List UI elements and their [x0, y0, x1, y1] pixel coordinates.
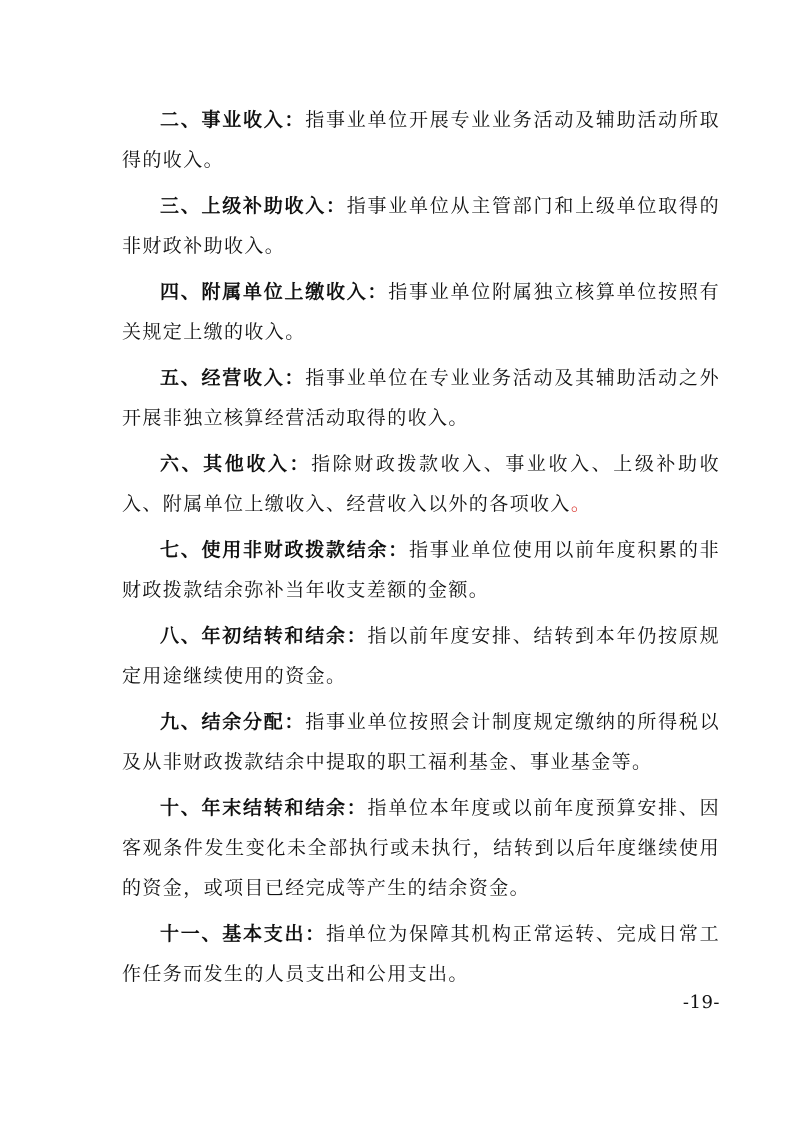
- page-number: -19-: [682, 992, 720, 1013]
- term-definition: 指事业单位开展专业业务活动及辅助活动所取得的收入。: [122, 109, 720, 171]
- paragraph-surplus-distribution: [122, 702, 720, 782]
- paragraph-business-income: [122, 100, 720, 180]
- paragraph-closing-carryover: [122, 788, 720, 908]
- term-label: 三、上级补助收入：: [160, 195, 347, 217]
- term-label: 七、使用非财政拨款结余：: [160, 539, 410, 561]
- term-definition: 指事业单位从主管部门和上级单位取得的非财政补助收入。: [122, 195, 720, 257]
- paragraph-affiliate-remittance-income: [122, 272, 720, 352]
- term-label: 九、结余分配：: [160, 711, 306, 733]
- term-definition: 指单位本年度或以前年度预算安排、因客观条件发生变化未全部执行或未执行，结转到以后年度继续使用的资金，或项目已经完成等产生的结余资金。: [122, 797, 720, 899]
- paragraph-opening-carryover: [122, 616, 720, 696]
- term-label: 六、其他收入：: [160, 453, 312, 475]
- term-definition: 指事业单位在专业业务活动及其辅助活动之外开展非独立核算经营活动取得的收入。: [122, 367, 720, 429]
- term-definition: 指单位为保障其机构正常运转、完成日常工作任务而发生的人员支出和公用支出。: [122, 923, 720, 985]
- term-definition: 指事业单位按照会计制度规定缴纳的所得税以及从非财政拨款结余中提取的职工福利基金、事业基金等。: [122, 711, 720, 773]
- paragraph-basic-expenditure: [122, 914, 720, 994]
- term-label: 八、年初结转和结余：: [160, 625, 368, 647]
- term-label: 二、事业收入：: [160, 109, 306, 131]
- term-label: 五、经营收入：: [160, 367, 306, 389]
- paragraph-non-fiscal-surplus-use: [122, 530, 720, 610]
- term-definition: 指事业单位附属独立核算单位按照有关规定上缴的收入。: [122, 281, 720, 343]
- paragraph-superior-subsidy-income: [122, 186, 720, 266]
- document-body: [122, 100, 720, 1000]
- paragraph-other-income: [122, 444, 720, 524]
- term-label: 十一、基本支出：: [160, 923, 327, 945]
- term-label: 四、附属单位上缴收入：: [160, 281, 389, 303]
- term-label: 十、年末结转和结余：: [160, 797, 368, 819]
- term-definition: 指事业单位使用以前年度积累的非财政拨款结余弥补当年收支差额的金额。: [122, 539, 720, 601]
- red-period-mark: 。: [570, 493, 592, 515]
- paragraph-operating-income: [122, 358, 720, 438]
- term-definition: 指以前年度安排、结转到本年仍按原规定用途继续使用的资金。: [122, 625, 720, 687]
- term-definition: 指除财政拨款收入、事业收入、上级补助收入、附属单位上缴收入、经营收入以外的各项收入: [122, 453, 720, 515]
